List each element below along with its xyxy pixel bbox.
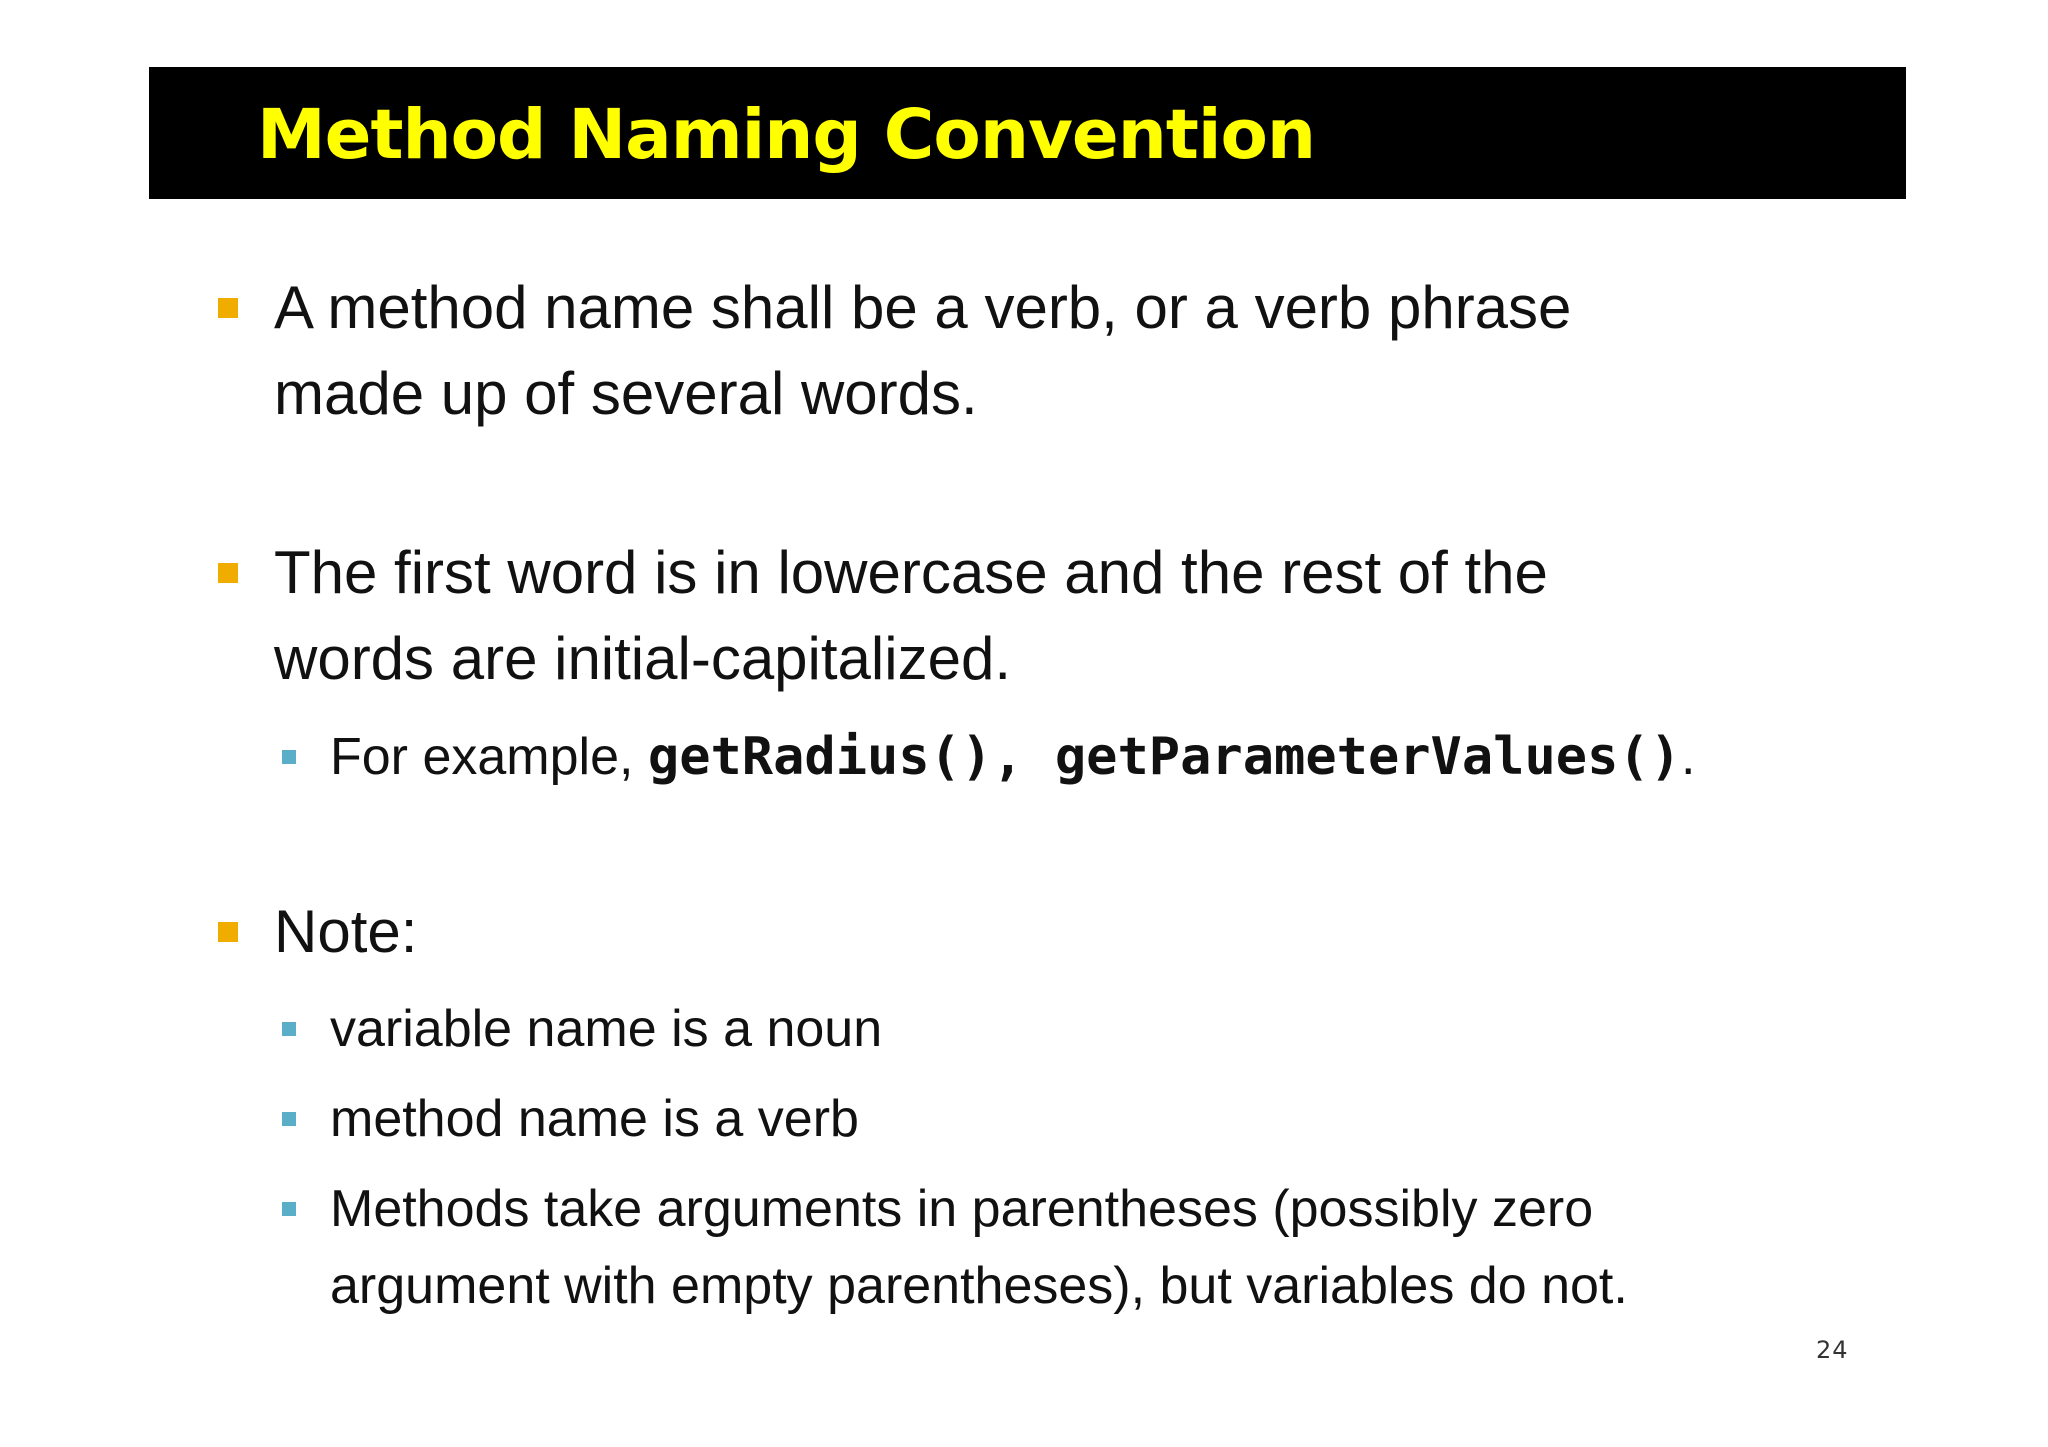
bullet-3-text bbox=[274, 889, 1834, 975]
example-prefix: For example, bbox=[330, 728, 648, 786]
level1-bullet-marker bbox=[218, 563, 238, 583]
level2-bullet-marker bbox=[282, 750, 296, 764]
example-code: getRadius(), getParameterValues() bbox=[647, 727, 1682, 787]
bullet-2-line-1: The first word is in lowercase and the rest of the bbox=[274, 539, 1548, 606]
level1-bullet-marker bbox=[218, 298, 238, 318]
slide-title: Method Naming Convention bbox=[257, 95, 1315, 175]
level1-bullet-marker bbox=[218, 922, 238, 942]
note-sub-bullet-3-line-2: argument with empty parentheses), but variables do not. bbox=[330, 1257, 1628, 1315]
level2-bullet-marker bbox=[282, 1202, 296, 1216]
note-sub-bullet-3 bbox=[330, 1171, 1850, 1325]
page-number: 24 bbox=[1816, 1336, 1849, 1364]
bullet-1-text bbox=[274, 265, 1834, 437]
level2-bullet-marker bbox=[282, 1022, 296, 1036]
bullet-1-line-1: A method name shall be a verb, or a verb phrase bbox=[274, 274, 1572, 341]
bullet-3-line-1: Note: bbox=[274, 898, 418, 965]
level2-bullet-marker bbox=[282, 1112, 296, 1126]
example-suffix: . bbox=[1681, 728, 1696, 786]
note-sub-bullet-2: method name is a verb bbox=[330, 1090, 859, 1148]
bullet-2-line-2: words are initial-capitalized. bbox=[274, 625, 1011, 692]
note-sub-bullet-3-line-1: Methods take arguments in parentheses (possibly zero bbox=[330, 1180, 1594, 1238]
note-sub-bullet-1: variable name is a noun bbox=[330, 1000, 883, 1058]
example-sub-bullet bbox=[330, 719, 1850, 796]
bullet-1-line-2: made up of several words. bbox=[274, 360, 978, 427]
bullet-2-text bbox=[274, 530, 1834, 702]
title-bar bbox=[149, 67, 1906, 199]
